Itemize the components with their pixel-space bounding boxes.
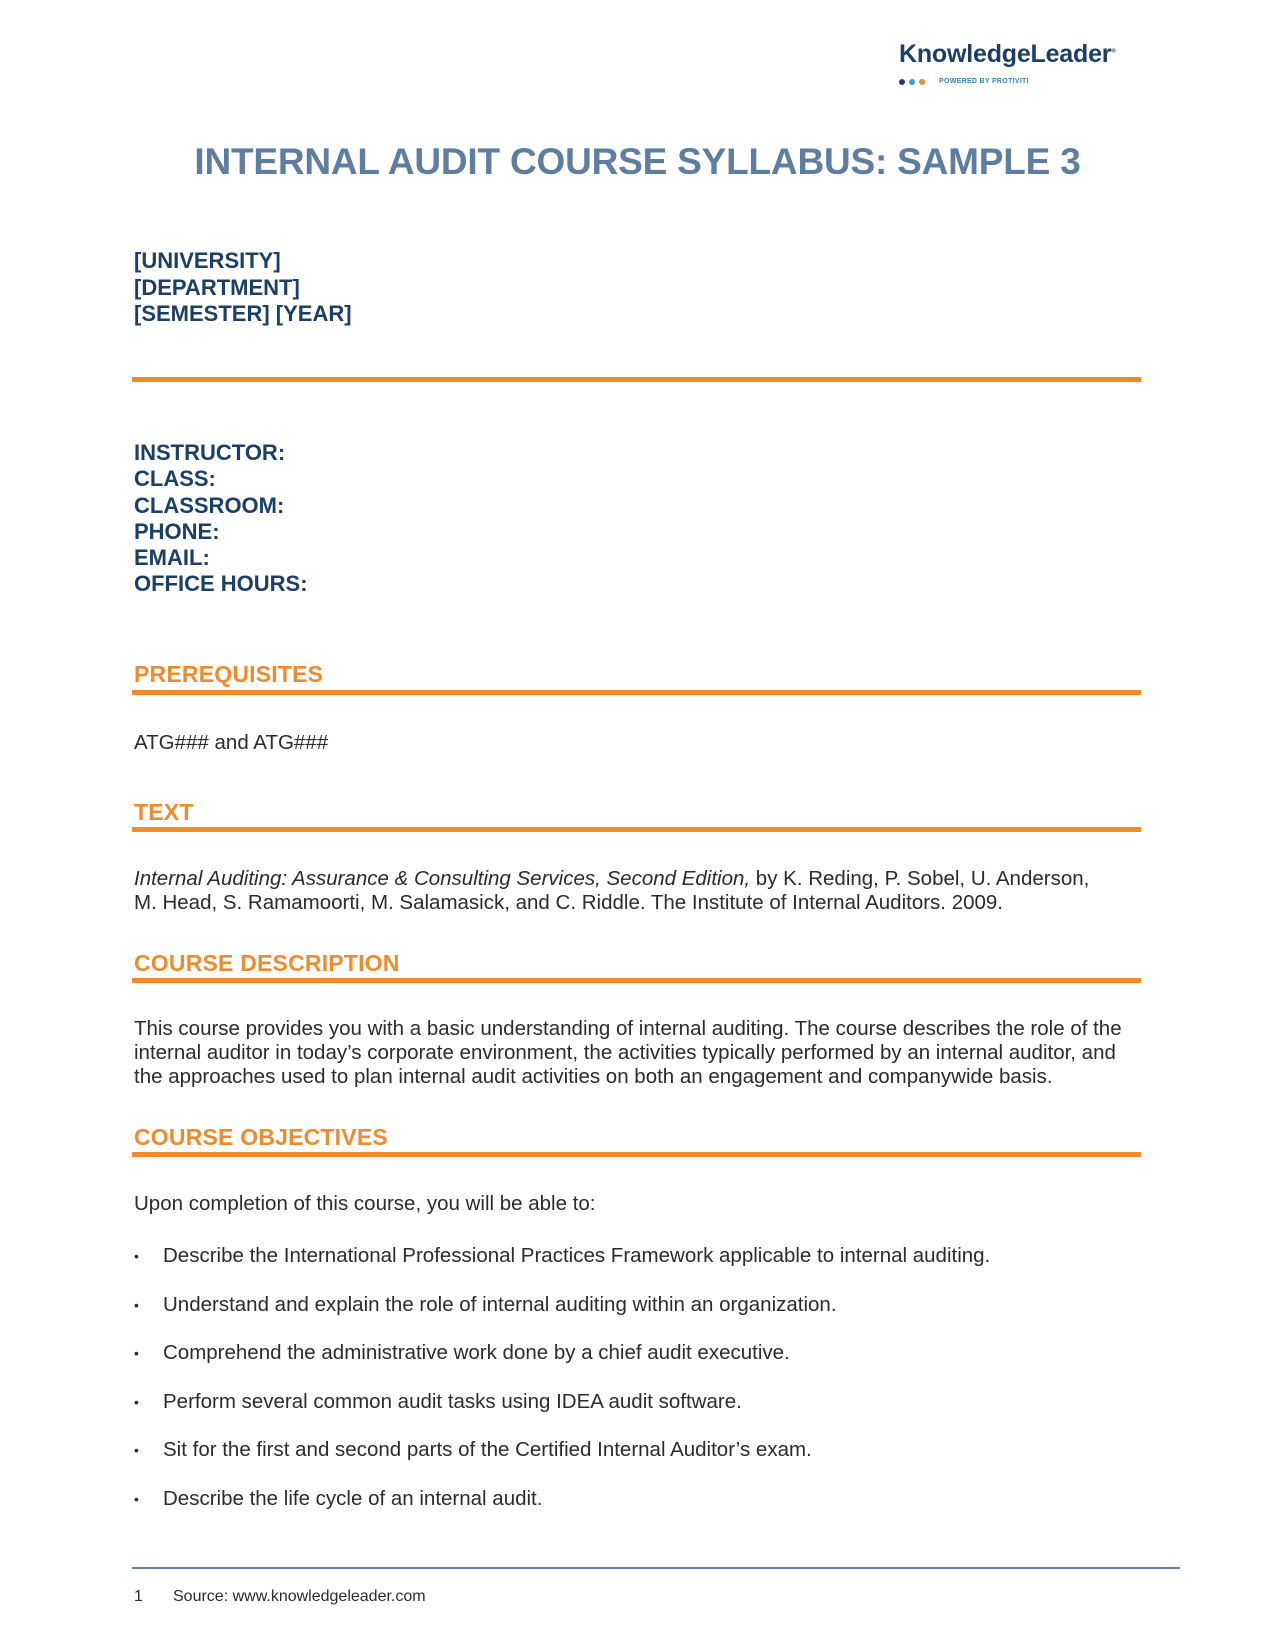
instructor-info	[134, 440, 308, 598]
prerequisites-text: ATG### and ATG###	[134, 731, 329, 754]
section-divider	[132, 978, 1141, 983]
bullet-icon: •	[134, 1490, 139, 1507]
citation-line: M. Head, S. Ramamoorti, M. Salamasick, and C. Riddle. The Institute of Internal Auditors. 2009.	[134, 891, 1003, 914]
bullet-icon: •	[134, 1345, 139, 1361]
section-divider	[132, 1152, 1141, 1157]
objective-text: Sit for the first and second parts of the Certified Internal Auditor’s exam.	[163, 1438, 812, 1461]
section-divider	[132, 690, 1141, 695]
powered-by-text: POWERED BY PROTIVITI	[939, 78, 1029, 85]
bullet-icon: •	[134, 1248, 139, 1264]
course-objectives-heading: COURSE OBJECTIVES	[134, 1124, 388, 1150]
classroom-label: CLASSROOM:	[134, 492, 285, 518]
footer-source: Source: www.knowledgeleader.com	[173, 1588, 426, 1605]
document-title: INTERNAL AUDIT COURSE SYLLABUS: SAMPLE 3	[194, 141, 1081, 182]
description-line: This course provides you with a basic understanding of internal auditing. The course describes the role of the	[134, 1017, 1122, 1040]
logo-dot-icon	[909, 79, 915, 85]
list-item	[134, 1487, 990, 1536]
prerequisites-heading: PREREQUISITES	[134, 661, 324, 687]
instructor-label: INSTRUCTOR:	[134, 440, 286, 465]
logo-wordmark: KnowledgeLeader®	[899, 40, 1116, 68]
section-divider	[132, 377, 1141, 382]
email-label: EMAIL:	[134, 545, 210, 571]
objective-text: Understand and explain the role of internal auditing within an organization.	[163, 1292, 837, 1316]
logo-dot-icon	[919, 79, 925, 85]
list-item	[134, 1390, 990, 1439]
description-line: the approaches used to plan internal audit activities on both an engagement and companywide basis.	[134, 1065, 1053, 1088]
bullet-icon: •	[134, 1442, 139, 1458]
logo-tagline	[899, 78, 1029, 85]
phone-label: PHONE:	[134, 518, 220, 544]
department-line: [DEPARTMENT]	[134, 274, 300, 300]
objective-text: Describe the International Professional Practices Framework applicable to internal auditing.	[163, 1244, 991, 1267]
section-divider	[132, 827, 1141, 832]
semester-line: [SEMESTER] [YEAR]	[134, 301, 352, 326]
textbook-citation	[134, 867, 1089, 915]
list-item	[134, 1244, 990, 1293]
objective-text: Comprehend the administrative work done by a chief audit executive.	[163, 1341, 790, 1364]
office-hours-label: OFFICE HOURS:	[134, 571, 308, 597]
list-item	[134, 1438, 990, 1487]
objective-text: Perform several common audit tasks using IDEA audit software.	[163, 1389, 742, 1413]
citation-line	[134, 867, 1089, 891]
bullet-icon: •	[134, 1393, 139, 1410]
university-header	[134, 248, 352, 328]
list-item	[134, 1293, 990, 1342]
citation-authors: by K. Reding, P. Sobel, U. Anderson,	[750, 867, 1090, 890]
objective-text: Describe the life cycle of an internal audit.	[163, 1486, 543, 1510]
knowledgeleader-logo	[899, 40, 1116, 85]
objectives-list	[134, 1244, 990, 1535]
footer-divider	[132, 1567, 1180, 1569]
objectives-intro: Upon completion of this course, you will be able to:	[134, 1192, 596, 1215]
text-heading: TEXT	[134, 799, 194, 825]
course-description-text	[134, 1017, 1122, 1089]
description-line: internal auditor in today’s corporate environment, the activities typically performed by an internal auditor, and	[134, 1041, 1116, 1064]
book-title: Internal Auditing: Assurance & Consulting Services, Second Edition,	[134, 867, 751, 890]
university-line: [UNIVERSITY]	[134, 248, 281, 273]
list-item	[134, 1341, 990, 1390]
class-label: CLASS:	[134, 466, 216, 492]
course-description-heading: COURSE DESCRIPTION	[134, 950, 400, 976]
page-number: 1	[134, 1588, 143, 1605]
bullet-icon: •	[134, 1296, 139, 1313]
logo-dot-icon	[899, 79, 905, 85]
